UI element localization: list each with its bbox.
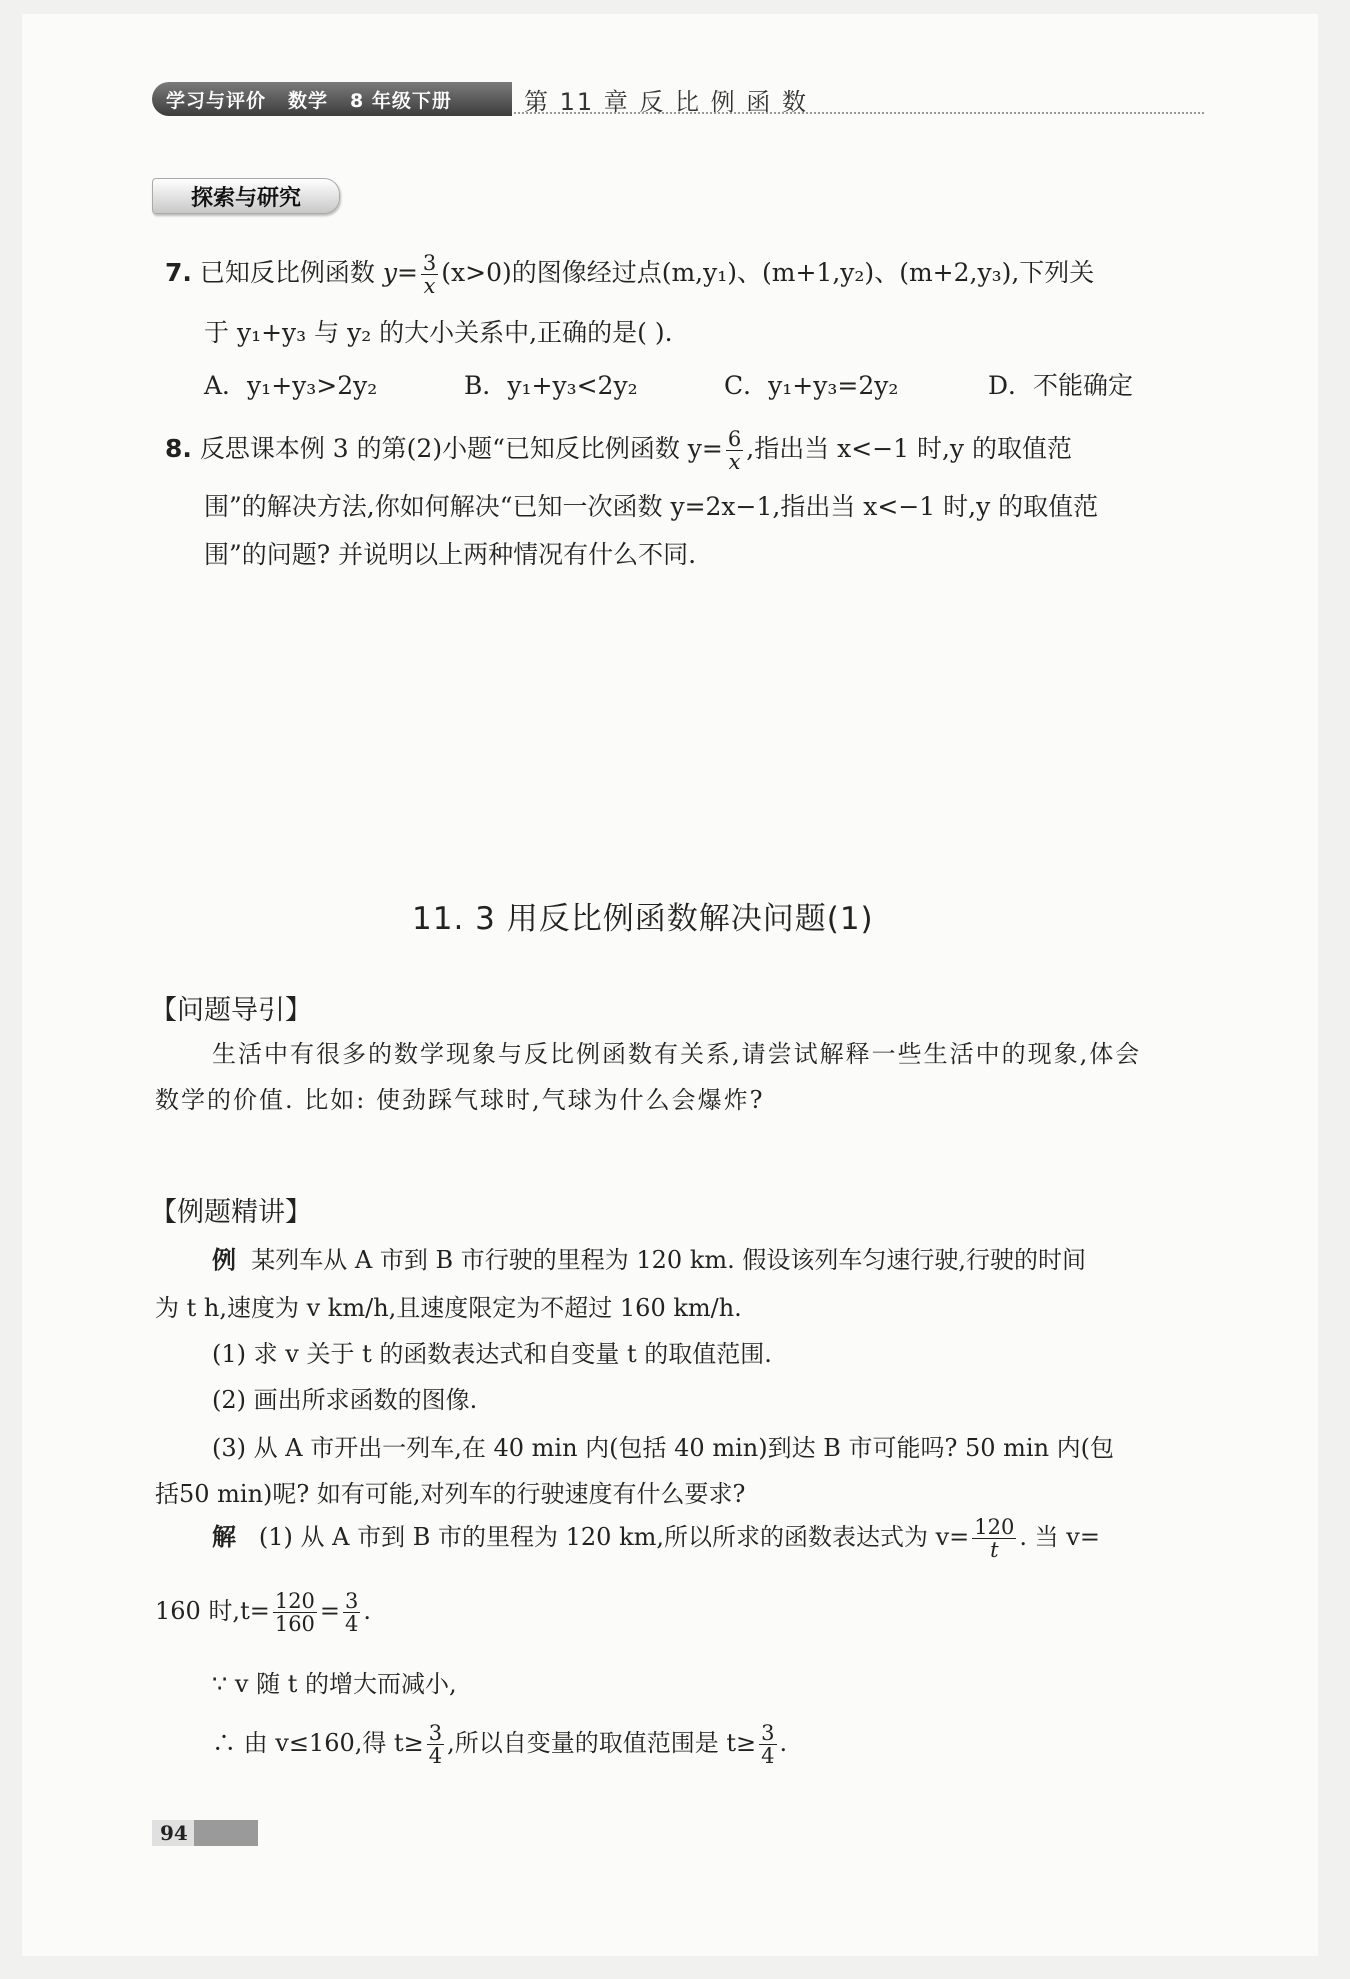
example-label: 例	[212, 1246, 236, 1274]
fraction-numerator: 120	[274, 1589, 315, 1613]
fraction-numerator: 3	[422, 251, 437, 275]
explore-research-tag: 探索与研究	[152, 178, 340, 214]
option-d: D．不能确定	[988, 371, 1134, 400]
solution-label: 解	[212, 1523, 236, 1551]
example-text: 某列车从 A 市到 B 市行驶的里程为 120 km. 假设该列车匀速行驶,行驶的时间	[251, 1246, 1087, 1274]
question-text: ,指出当 x<−1 时,y 的取值范	[746, 434, 1073, 463]
option-c: C．y₁+y₃=2y₂	[724, 371, 899, 400]
fraction-numerator: 3	[761, 1721, 775, 1745]
fraction	[726, 428, 743, 473]
guide-heading: 【问题导引】	[150, 995, 312, 1026]
guide-line-2: 数学的价值. 比如: 使劲踩气球时,气球为什么会爆炸?	[155, 1086, 765, 1114]
therefore-line	[212, 1722, 787, 1767]
option-b: B．y₁+y₃<2y₂	[464, 371, 638, 400]
solution-text: . 当 v=	[1019, 1523, 1100, 1551]
page-number: 94	[152, 1820, 258, 1846]
fraction-denominator: 4	[345, 1612, 359, 1636]
math-var: y	[382, 258, 397, 287]
solution-line-1	[212, 1516, 1100, 1561]
solution-text: .	[779, 1729, 788, 1757]
fraction	[273, 1590, 317, 1635]
question-text: (x>0)的图像经过点(m,y₁)、(m+1,y₂)、(m+2,y₃),下列关	[441, 258, 1095, 287]
fraction-numerator: 3	[428, 1721, 443, 1745]
header-rule	[514, 112, 1204, 114]
grade-label: 8 年级下册	[350, 89, 452, 112]
solution-text: (1) 从 A 市到 B 市的里程为 120 km,所以所求的函数表达式为 v=	[258, 1523, 970, 1551]
guide-line-1: 生活中有很多的数学现象与反比例函数有关系,请尝试解释一些生活中的现象,体会	[212, 1040, 1142, 1068]
fraction	[759, 1722, 776, 1767]
question-8-line-2: 围”的解决方法,你如何解决“已知一次函数 y=2x−1,指出当 x<−1 时,y 的取值范	[204, 492, 1099, 521]
section-title: 11. 3 用反比例函数解决问题(1)	[412, 901, 874, 937]
solution-text: 160 时,t=	[155, 1597, 270, 1625]
fraction-denominator: x	[423, 274, 436, 298]
question-7-line-2: 于 y₁+y₃ 与 y₂ 的大小关系中,正确的是( ).	[204, 318, 673, 347]
book-header-badge	[152, 82, 512, 116]
example-line-1	[212, 1240, 1086, 1275]
question-text: 反思课本例 3 的第(2)小题“已知反比例函数 y=	[199, 434, 723, 463]
math-eq: =	[396, 258, 418, 287]
example-line-2: 为 t h,速度为 v km/h,且速度限定为不超过 160 km/h.	[155, 1294, 742, 1322]
question-7-line-1	[165, 252, 1094, 297]
solution-text: .	[363, 1597, 372, 1625]
fraction-denominator: 160	[274, 1612, 315, 1636]
example-part-2: (2) 画出所求函数的图像.	[212, 1386, 478, 1414]
fraction-denominator: t	[990, 1538, 999, 1562]
fraction-numerator: 3	[345, 1589, 359, 1613]
fraction	[421, 252, 438, 297]
fraction-numerator: 6	[727, 427, 742, 451]
example-part-3-line-2: 括50 min)呢? 如有可能,对列车的行驶速度有什么要求?	[155, 1480, 746, 1508]
fraction	[427, 1722, 444, 1767]
math-eq: =	[319, 1597, 341, 1625]
example-heading: 【例题精讲】	[150, 1197, 312, 1228]
example-part-1: (1) 求 v 关于 t 的函数表达式和自变量 t 的取值范围.	[212, 1340, 772, 1368]
fraction-numerator: 120	[974, 1515, 1015, 1539]
solution-line-2	[155, 1590, 371, 1635]
fraction	[343, 1590, 360, 1635]
question-number: 7.	[165, 258, 192, 287]
fraction-denominator: 4	[761, 1744, 775, 1768]
question-8-line-3: 围”的问题? 并说明以上两种情况有什么不同.	[204, 540, 697, 569]
book-title: 学习与评价	[166, 89, 267, 112]
fraction-denominator: 4	[428, 1744, 443, 1768]
question-number: 8.	[165, 434, 192, 463]
because-line: ∵ v 随 t 的增大而减小,	[212, 1670, 457, 1698]
solution-text: ,所以自变量的取值范围是 t≥	[447, 1729, 757, 1757]
subject-label: 数学	[288, 89, 329, 112]
question-text: 已知反比例函数	[199, 258, 383, 287]
option-a: A．y₁+y₃>2y₂	[204, 371, 378, 400]
solution-text: ∴ 由 v≤160,得 t≥	[212, 1729, 424, 1757]
fraction-denominator: x	[728, 450, 741, 474]
question-8-line-1	[165, 428, 1072, 473]
chapter-title: 第 11 章 反 比 例 函 数	[524, 88, 808, 116]
example-part-3-line-1: (3) 从 A 市开出一列车,在 40 min 内(包括 40 min)到达 B 市可能吗? 50 min 内(包	[212, 1434, 1115, 1462]
fraction	[972, 1516, 1016, 1561]
